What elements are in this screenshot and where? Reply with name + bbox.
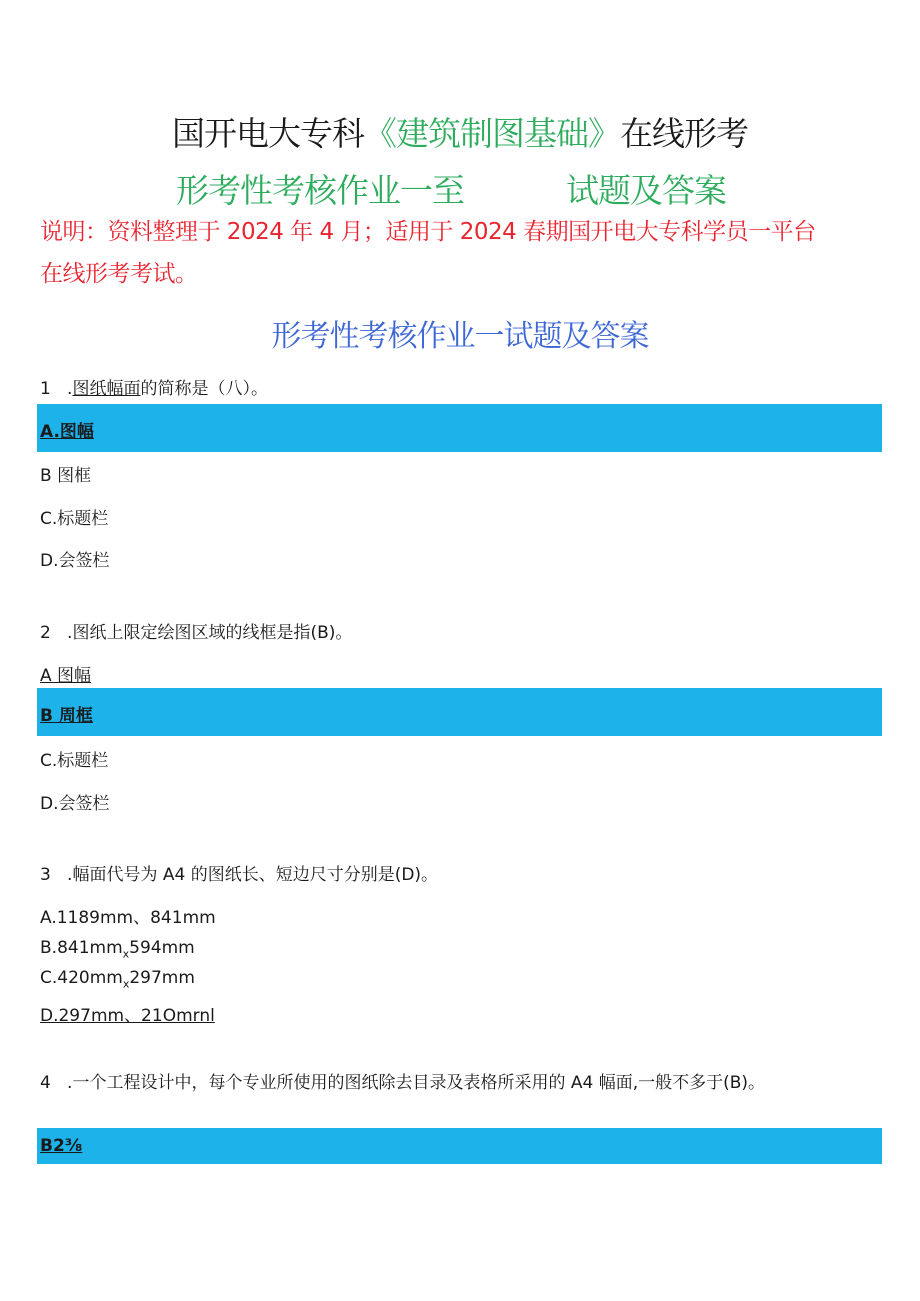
answer-highlight bbox=[37, 1128, 882, 1164]
option-b: B2⅜ bbox=[40, 1136, 83, 1156]
option-b bbox=[40, 938, 195, 960]
note bbox=[40, 211, 885, 295]
subtitle-left: 形考性考核作业一至 bbox=[176, 171, 464, 210]
option-a: A 图幅 bbox=[40, 666, 92, 686]
option-b-part1: B.841mm bbox=[40, 938, 123, 958]
title-prefix: 国开电大专科 bbox=[172, 114, 364, 153]
title-suffix: 在线形考 bbox=[620, 114, 748, 153]
option-c: C.标题栏 bbox=[40, 751, 109, 771]
note-line-1: 说明：资料整理于 2024 年 4 月；适用于 2024 春期国开电大专科学员一平台 bbox=[40, 219, 816, 245]
option-d: D.会签栏 bbox=[40, 551, 110, 571]
note-line-2: 在线形考考试。 bbox=[40, 261, 198, 287]
title-course: 《建筑制图基础》 bbox=[364, 114, 620, 153]
document-title bbox=[0, 108, 920, 155]
question-1 bbox=[40, 374, 268, 399]
option-c-part2: 297mm bbox=[129, 968, 195, 988]
question-stem: .一个工程设计中，每个专业所使用的图纸除去目录及表格所采用的 A4 幅面,一般不多于(B)。 bbox=[67, 1073, 766, 1093]
question-3 bbox=[40, 860, 438, 885]
option-c-part1: C.420mm bbox=[40, 968, 123, 988]
answer-highlight bbox=[37, 688, 882, 736]
question-number: 2 bbox=[40, 623, 51, 643]
times-sign: x bbox=[122, 947, 130, 961]
option-b-part2: 594mm bbox=[129, 938, 195, 958]
option-d: D.297mm、21Omrnl bbox=[40, 1006, 215, 1026]
section-title: 形考性考核作业一试题及答案 bbox=[271, 319, 649, 354]
question-stem-post: 的简称是（八）。 bbox=[140, 379, 268, 399]
option-a: A.图幅 bbox=[40, 422, 94, 442]
answer-highlight bbox=[37, 404, 882, 452]
question-2 bbox=[40, 618, 352, 643]
question-number: 4 bbox=[40, 1073, 51, 1093]
subtitle-right: 试题及答案 bbox=[566, 171, 726, 210]
option-a: A.1189mm、841mm bbox=[40, 908, 216, 928]
question-4 bbox=[40, 1068, 765, 1093]
option-c: C.标题栏 bbox=[40, 509, 109, 529]
question-number: 1 bbox=[40, 379, 51, 399]
option-d: D.会签栏 bbox=[40, 794, 110, 814]
question-stem-underlined: 图纸幅面 bbox=[72, 379, 141, 399]
question-stem: .图纸上限定绘图区域的线框是指(B)。 bbox=[67, 623, 353, 643]
question-stem-pre: . bbox=[67, 379, 73, 399]
times-sign: x bbox=[122, 977, 130, 991]
option-c bbox=[40, 968, 195, 990]
question-number: 3 bbox=[40, 865, 51, 885]
option-b: B 图框 bbox=[40, 466, 92, 486]
question-stem: .幅面代号为 A4 的图纸长、短边尺寸分别是(D)。 bbox=[67, 865, 439, 885]
option-b: B 周框 bbox=[40, 706, 93, 726]
